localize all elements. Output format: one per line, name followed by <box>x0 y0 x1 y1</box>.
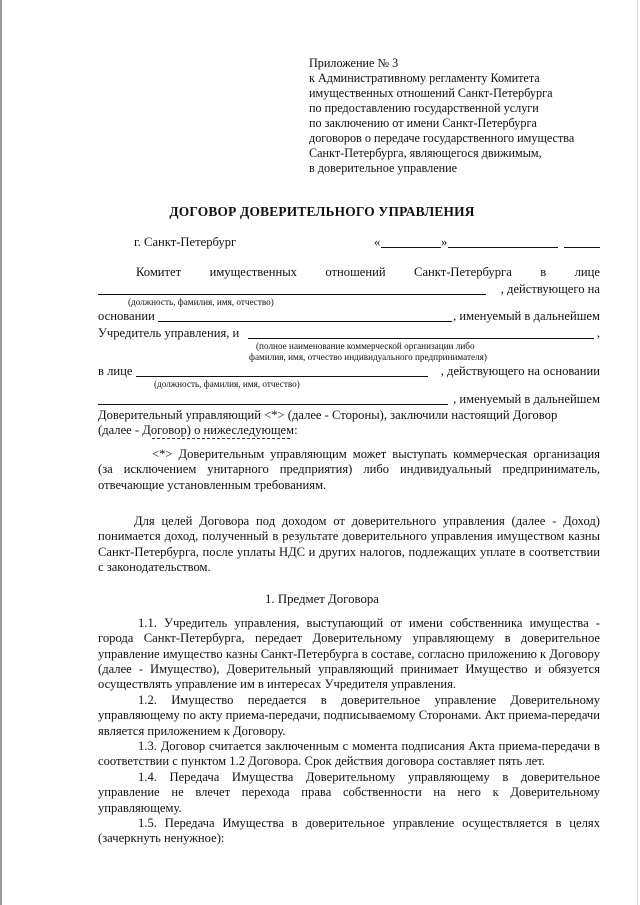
income-text: Для целей Договора под доходом от доверительного управления (далее - Доход) понимается доход, полученный в результате доверительного управления имуществом казны Санкт-Петербурга, после уплаты НДС и других налогов, подлежащих уплате в соответствии с законодательством. <box>98 514 600 574</box>
named-further-label-2: , именуемый в дальнейшем <box>453 392 600 406</box>
appendix-line: по заключению от имени Санкт-Петербурга <box>309 116 537 130</box>
hint-org-2: фамилия, имя, отчество индивидуального предпринимателя) <box>249 352 487 362</box>
committee-word: Комитет <box>136 265 182 279</box>
committee-word: лице <box>574 265 600 279</box>
section-1-heading: 1. Предмет Договора <box>265 592 379 606</box>
hint-position-2: (должность, фамилия, имя, отчество) <box>154 379 300 389</box>
hint-position: (должность, фамилия, имя, отчество) <box>128 297 274 307</box>
basis-field[interactable] <box>158 310 452 322</box>
appendix-line: Санкт-Петербурга, являющегося движимым, <box>309 146 542 160</box>
clause-1-3-text: 1.3. Договор считается заключенным с момента подписания Акта приема-передачи в соответствии с пунктом 1.2 Договора. Срок действия договора составляет пять лет. <box>98 739 600 769</box>
committee-word: в <box>540 265 547 279</box>
date-close-quote: » <box>441 235 448 249</box>
committee-line <box>136 265 600 280</box>
trustee-line: Доверительный управляющий <*> (далее - Стороны), заключили настоящий Договор <box>98 408 558 422</box>
appendix-line: в доверительное управление <box>309 161 458 175</box>
appendix-header <box>309 56 609 176</box>
committee-word: Санкт-Петербурга <box>414 265 512 279</box>
founder-label: Учредитель управления, и <box>98 326 240 340</box>
city-label: г. Санкт-Петербург <box>134 235 237 249</box>
appendix-line: по предоставлению государственной услуги <box>309 101 539 115</box>
date-open-quote: « <box>374 235 381 249</box>
income-paragraph <box>98 514 600 575</box>
date-year-field[interactable] <box>564 236 600 248</box>
clause-1-4 <box>98 770 600 816</box>
footnote-text: <*> Доверительным управляющим может выступать коммерческая организация (за исключением унитарного предприятия) либо индивидуальный предприниматель, отвечающие установленным требованиям. <box>98 447 600 492</box>
trustee-representative-field[interactable] <box>136 365 428 377</box>
basis-label: основании <box>98 309 155 323</box>
clause-1-3 <box>98 739 600 770</box>
acting-basis-label: , действующего на основании <box>440 364 600 378</box>
named-further-label: , именуемый в дальнейшем <box>453 309 600 323</box>
appendix-line: Приложение № 3 <box>309 56 399 70</box>
clause-1-2 <box>98 693 600 739</box>
page-edge <box>637 0 638 905</box>
clause-1-5-text: 1.5. Передача Имущества в доверительное управление осуществляется в целях (зачеркнуть ненужное): <box>98 816 600 846</box>
clause-1-1 <box>98 616 600 692</box>
footnote-separator <box>152 438 290 439</box>
acting-label: , действующего на <box>500 282 600 296</box>
trustee-basis-field[interactable] <box>98 393 448 405</box>
contract-line: (далее - Договор) о нижеследующем: <box>98 423 298 437</box>
clause-1-2-text: 1.2. Имущество передается в доверительное управление Доверительному управляющему по акту приема-передачи, подписываемому Сторонами. Акт приема-передачи является приложением к Договору. <box>98 693 600 738</box>
in-person-label: в лице <box>98 364 133 378</box>
committee-word: имущественных <box>209 265 297 279</box>
date-month-field[interactable] <box>448 236 558 248</box>
clause-1-4-text: 1.4. Передача Имущества Доверительному управляющему в доверительное управление не влечет перехода права собственности на него к Доверительному управляющему. <box>98 770 600 815</box>
document-title: ДОГОВОР ДОВЕРИТЕЛЬНОГО УПРАВЛЕНИЯ <box>169 204 475 219</box>
clause-1-1-text: 1.1. Учредитель управления, выступающий от имени собственника имущества - города Санкт-Петербурга, передает Доверительному управляющему в доверительное управление имущество казны Санкт-Петербурга в составе, согласно приложению к Договору (далее - Имущество), Доверительный управляющий принимает Имущество и обязуется осуществлять управление им в интересах Учредителя управления. <box>98 616 600 692</box>
footnote <box>98 447 600 493</box>
representative-field[interactable] <box>98 283 486 295</box>
appendix-line: договоров о передаче государственного имущества <box>309 131 575 145</box>
appendix-line: имущественных отношений Санкт-Петербурга <box>309 86 553 100</box>
date-day-field[interactable] <box>381 236 441 248</box>
founder-comma: , <box>596 326 600 340</box>
committee-word: отношений <box>325 265 386 279</box>
appendix-line: к Административному регламенту Комитета <box>309 71 540 85</box>
clause-1-5 <box>98 816 600 847</box>
trustee-name-field[interactable] <box>248 327 594 339</box>
hint-org-1: (полное наименование коммерческой организации либо <box>256 341 475 351</box>
